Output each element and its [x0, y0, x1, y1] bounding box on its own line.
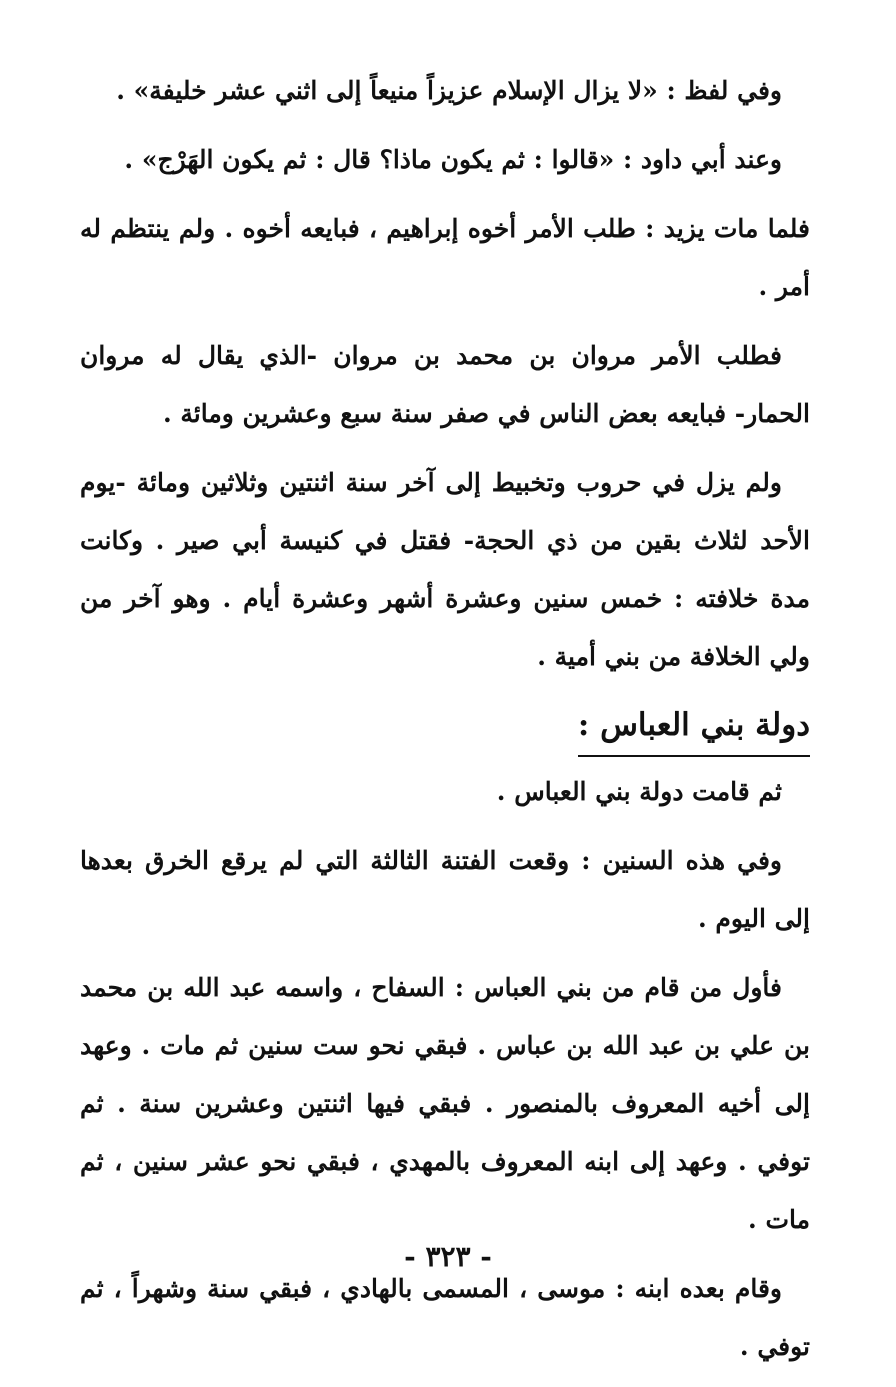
paragraph-marwan: فطلب الأمر مروان بن محمد بن مروان -الذي يقال له مروان الحمار- فبايعه بعض الناس في صفر سنة سبع وعشرين ومائة .: [80, 341, 810, 428]
page-number: - ٣٢٣ -: [404, 1240, 492, 1273]
paragraph-abu-dawud: وعند أبي داود : «قالوا : ثم يكون ماذا؟ قال : ثم يكون الهَرْج» .: [124, 145, 782, 174]
paragraph-yazid-death: فلما مات يزيد : طلب الأمر أخوه إبراهيم ، فبايعه أخوه . ولم ينتظم له أمر .: [80, 214, 810, 301]
page-body: [80, 62, 810, 1387]
paragraph-third-fitna: وفي هذه السنين : وقعت الفتنة الثالثة التي لم يرقع الخرق بعدها إلى اليوم .: [80, 846, 810, 933]
paragraph-first-abbasid-caliphs: فأول من قام من بني العباس : السفاح ، واسمه عبد الله بن محمد بن علي بن عبد الله بن عباس . فبقي نحو ست سنين ثم مات . وعهد إلى أخيه المعروف بالمنصور . فبقي فيها اثنتين وعشرين سنة . ثم توفي . وعهد إلى ابنه المعروف بالمهدي ، فبقي نحو عشر سنين ، ثم مات .: [80, 973, 810, 1234]
paragraph-end-of-umayyads: ولم يزل في حروب وتخبيط إلى آخر سنة اثنتين وثلاثين ومائة -يوم الأحد لثلاث بقين من ذي الحجة- فقتل في كنيسة أبي صير . وكانت مدة خلافته : خمس سنين وعشرة أشهر وعشرة أيام . وهو آخر من ولي الخلافة من بني أمية .: [80, 468, 810, 671]
paragraph-al-hadi: وقام بعده ابنه : موسى ، المسمى بالهادي ، فبقي سنة وشهراً ، ثم توفي .: [80, 1274, 810, 1361]
section-heading-wrapper: [80, 697, 810, 757]
paragraph-hadith-wording: وفي لفظ : «لا يزال الإسلام عزيزاً منيعاً إلى اثني عشر خليفة» .: [116, 76, 782, 105]
paragraph-abbasid-rise: ثم قامت دولة بني العباس .: [496, 777, 782, 806]
section-heading: دولة بني العباس :: [578, 697, 810, 757]
